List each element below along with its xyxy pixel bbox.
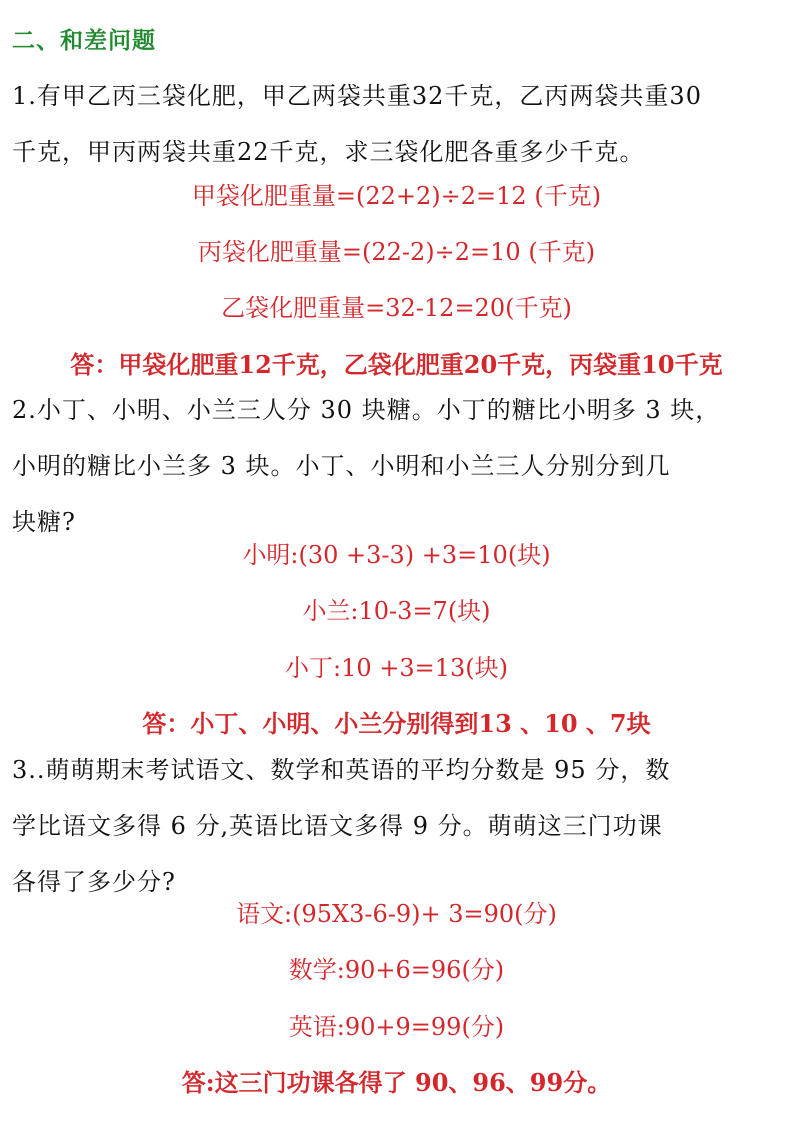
question-line: 各得了多少分? bbox=[12, 868, 176, 896]
problem-3-answer: 答:这三门功课各得了 90、96、99分。 bbox=[181, 1068, 612, 1097]
question-line: 3..萌萌期末考试语文、数学和英语的平均分数是 95 分，数 bbox=[12, 756, 671, 784]
problem-2-step: 小明:(30 +3-3) +3=10(块) bbox=[242, 541, 551, 569]
problem-3-question bbox=[12, 742, 777, 910]
problem-2-step: 小兰:10-3=7(块) bbox=[302, 597, 491, 625]
question-line: 千克，甲丙两袋共重22千克，求三袋化肥各重多少千克。 bbox=[12, 138, 645, 166]
problem-2-answer: 答：小丁、小明、小兰分别得到13 、10 、7块 bbox=[142, 709, 651, 738]
problem-2-step: 小丁:10 +3=13(块) bbox=[284, 654, 508, 682]
question-line: 学比语文多得 6 分,英语比语文多得 9 分。萌萌这三门功课 bbox=[12, 812, 663, 840]
question-line: 1.有甲乙丙三袋化肥，甲乙两袋共重32千克，乙丙两袋共重30 bbox=[12, 82, 702, 110]
problem-1-step: 乙袋化肥重量=32-12=20(千克) bbox=[221, 294, 572, 322]
problem-3-step: 英语:90+9=99(分) bbox=[288, 1013, 505, 1041]
problem-3-step: 数学:90+6=96(分) bbox=[288, 956, 505, 984]
problem-1-question bbox=[12, 68, 777, 180]
problem-3-step: 语文:(95X3-6-9)+ 3=90(分) bbox=[236, 900, 557, 928]
question-line: 2.小丁、小明、小兰三人分 30 块糖。小丁的糖比小明多 3 块， bbox=[12, 396, 721, 424]
problem-2-question bbox=[12, 382, 777, 550]
problem-1-step: 丙袋化肥重量=(22-2)÷2=10 (千克) bbox=[197, 238, 596, 266]
problem-1-answer: 答：甲袋化肥重12千克，乙袋化肥重20千克，丙袋重10千克 bbox=[70, 350, 723, 379]
problem-1-step: 甲袋化肥重量=(22+2)÷2=12 (千克) bbox=[191, 182, 602, 210]
question-line: 小明的糖比小兰多 3 块。小丁、小明和小兰三人分别分到几 bbox=[12, 452, 671, 480]
section-title: 二、和差问题 bbox=[12, 27, 156, 54]
question-line: 块糖? bbox=[12, 508, 76, 536]
